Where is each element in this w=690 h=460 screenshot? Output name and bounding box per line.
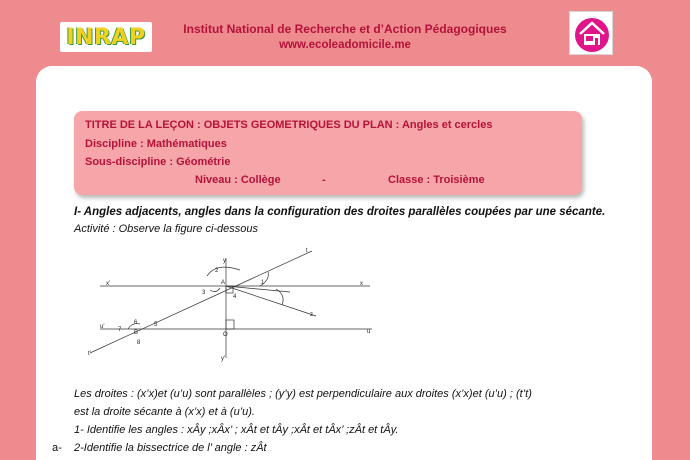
website-url: www.ecoleadomicile.me <box>279 39 411 51</box>
label-angle-6: 6 <box>134 320 138 326</box>
label-angle-7: 7 <box>118 327 122 333</box>
lesson-separator: - <box>322 174 326 186</box>
label-angle-1: 1 <box>261 280 265 286</box>
label-point-o: O <box>223 332 228 338</box>
label-y: y <box>223 258 226 264</box>
label-u-prime: u' <box>100 324 105 330</box>
line-t-prime-t <box>90 251 312 353</box>
angle-arc-3 <box>210 288 220 292</box>
label-x-prime: x' <box>106 281 111 287</box>
text-secant-line: est la droite sécante à (x’x) et à (u’u). <box>74 406 255 418</box>
text-parallel-lines: Les droites : (x’x)et (u’u) sont parallèles ; (y’y) est perpendiculaire aux droites (x’x)et (u’u) ; (t’t) <box>74 388 532 400</box>
list-marker: a- <box>52 442 62 454</box>
label-angle-8: 8 <box>137 340 141 346</box>
right-angle-marker-o <box>226 320 234 329</box>
label-t: t <box>306 248 308 254</box>
label-z: z <box>310 312 313 318</box>
section-title: I- Angles adjacents, angles dans la configuration des droites parallèles coupées par une sécante. <box>74 206 606 218</box>
question-bisector: 2-Identifie la bissectrice de l’ angle : zÂt <box>74 442 267 454</box>
label-angle-2: 2 <box>215 268 219 274</box>
lesson-class: Classe : Troisième <box>388 174 485 186</box>
label-angle-3: 3 <box>202 290 206 296</box>
angle-arc-2 <box>207 267 240 276</box>
institute-name: Institut National de Recherche et d’Action Pédagogiques <box>183 22 507 36</box>
label-point-a: A <box>221 280 226 286</box>
inrap-logo-text: INRAP <box>66 24 146 50</box>
question-identify-angles: 1- Identifie les angles : xÂy ;xÂx’ ; xÂt et tÂy ;xÂt et tÂx’ ;zÂt et tÂy. <box>74 424 399 436</box>
lesson-title: TITRE DE LA LEÇON : OBJETS GEOMETRIQUES DU PLAN : Angles et cercles <box>85 119 493 131</box>
label-y-prime: y' <box>221 356 226 362</box>
label-u: u <box>367 329 371 335</box>
label-t-prime: t' <box>88 351 91 357</box>
lesson-discipline: Discipline : Mathématiques <box>85 138 227 150</box>
lesson-level: Niveau : Collège <box>195 174 281 186</box>
activity-instruction: Activité : Observe la figure ci-dessous <box>74 223 259 235</box>
label-point-b: B <box>134 330 139 336</box>
label-x: x <box>360 281 363 287</box>
label-angle-4: 4 <box>233 294 237 300</box>
lesson-subdiscipline: Sous-discipline : Géométrie <box>85 156 231 168</box>
label-angle-5: 5 <box>154 322 158 328</box>
